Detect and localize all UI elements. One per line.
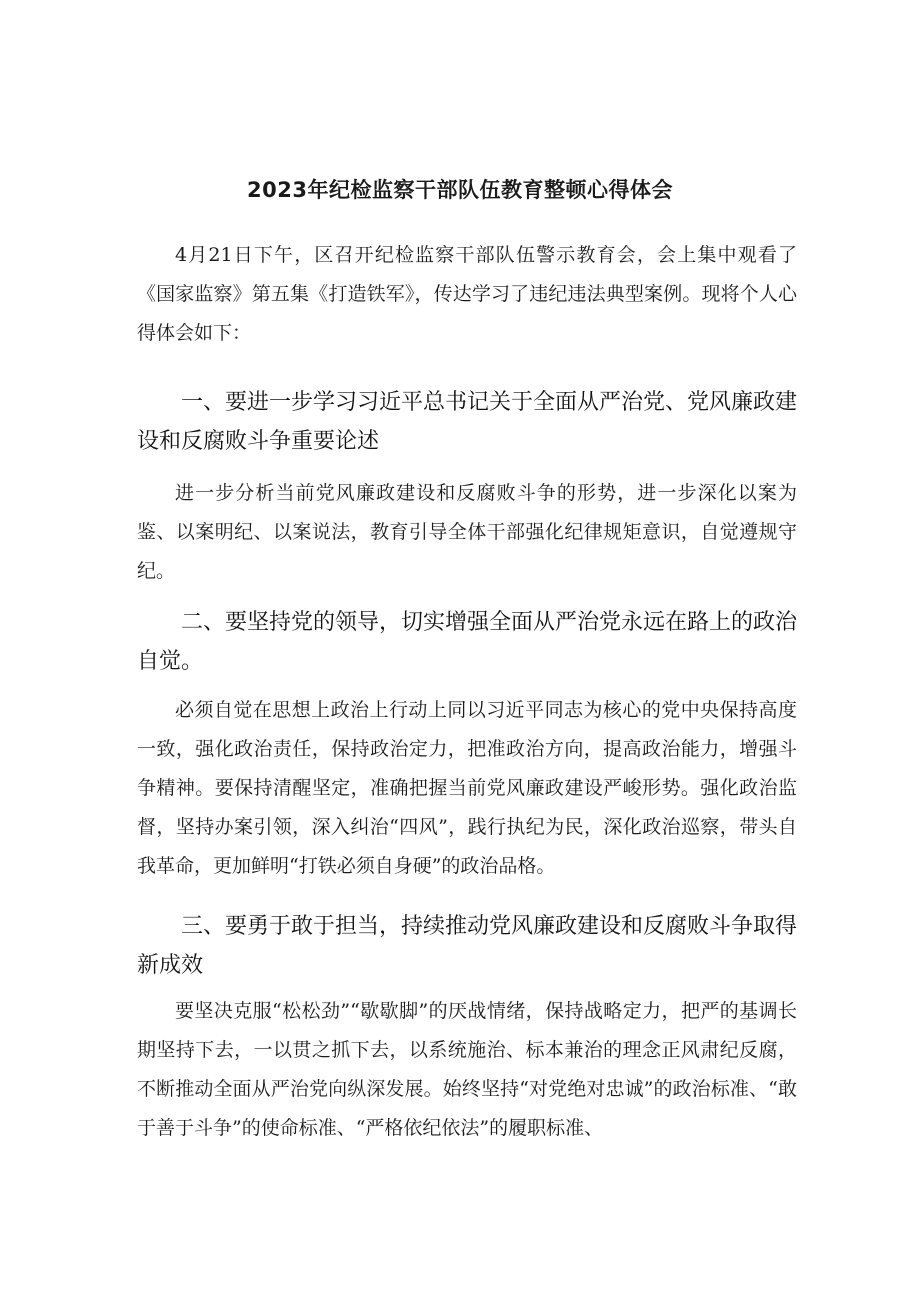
section-2-heading: 二、要坚持党的领导，切实增强全面从严治党永远在路上的政治自觉。 bbox=[137, 610, 798, 674]
document-title: 2023年纪检监察干部队伍教育整顿心得体会 bbox=[247, 178, 673, 202]
section-1-body: 进一步分析当前党风廉政建设和反腐败斗争的形势，进一步深化以案为鉴、以案明纪、以案说法，教育引导全体干部强化纪律规矩意识，自觉遵规守纪。 bbox=[137, 482, 797, 582]
section-3-heading: 三、要勇于敢于担当，持续推动党风廉政建设和反腐败斗争取得新成效 bbox=[137, 914, 798, 978]
intro-paragraph: 4月21日下午，区召开纪检监察干部队伍警示教育会，会上集中观看了《国家监察》第五集《打造铁军》，传达学习了违纪违法典型案例。现将个人心得体会如下： bbox=[137, 244, 797, 344]
section-1-heading: 一、要进一步学习习近平总书记关于全面从严治党、党风廉政建设和反腐败斗争重要论述 bbox=[137, 390, 798, 454]
section-3-body: 要坚决克服“松松劲”“歇歇脚”的厌战情绪，保持战略定力，把严的基调长期坚持下去，一以贯之抓下去，以系统施治、标本兼治的理念正风肃纪反腐，不断推动全面从严治党向纵深发展。始终坚持“对党绝对忠诚”的政治标准、“敢于善于斗争”的使命标准、“严格依纪依法”的履职标准、 bbox=[137, 1000, 797, 1139]
section-2-body: 必须自觉在思想上政治上行动上同以习近平同志为核心的党中央保持高度一致，强化政治责任，保持政治定力，把准政治方向，提高政治能力，增强斗争精神。要保持清醒坚定，准确把握当前党风廉政建设严峻形势。强化政治监督，坚持办案引领，深入纠治“四风”，践行执纪为民，深化政治巡察，带头自我革命，更加鲜明“打铁必须自身硬”的政治品格。 bbox=[137, 699, 797, 877]
